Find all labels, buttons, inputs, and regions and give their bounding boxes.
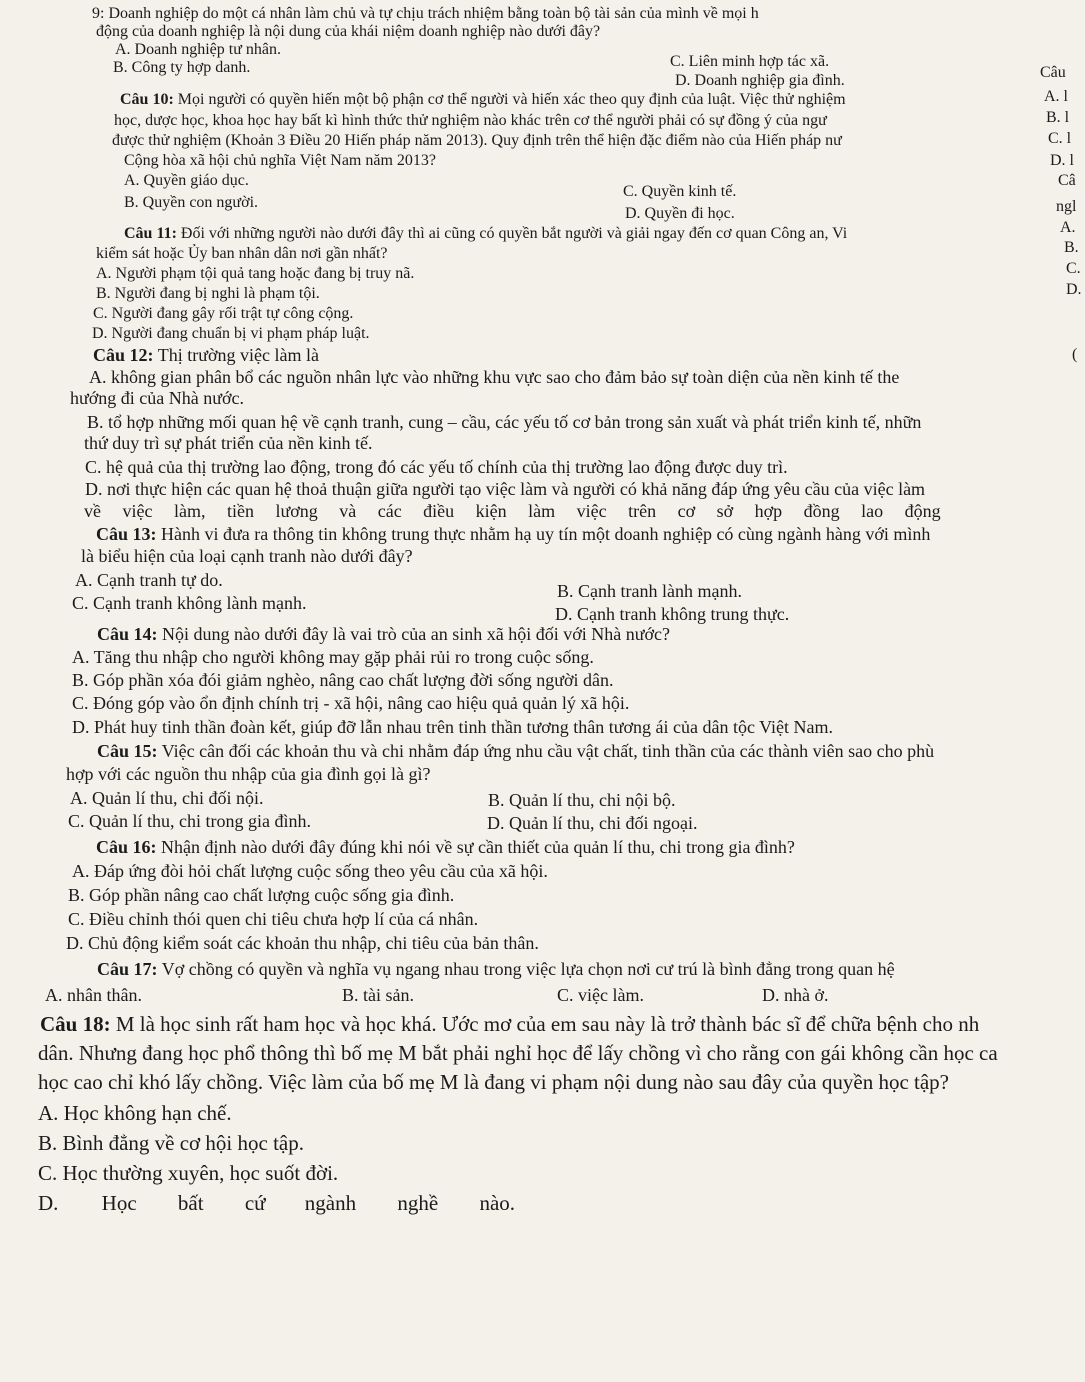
q18-option-c: C. Học thường xuyên, học suốt đời. <box>38 1161 339 1185</box>
q9-option-d: D. Doanh nghiệp gia đình. <box>675 72 845 89</box>
q17-option-c: C. việc làm. <box>557 985 644 1005</box>
q18-line-1 <box>40 1014 979 1035</box>
q13-line-1 <box>96 525 930 543</box>
q17-option-b: B. tài sản. <box>342 985 414 1005</box>
q18-d-word: cứ <box>244 1191 266 1215</box>
q13-label: Câu 13: <box>96 524 157 544</box>
q15-option-a: A. Quản lí thu, chi đối nội. <box>70 788 264 808</box>
q10-label: Câu 10: <box>120 91 174 108</box>
q14-option-d: D. Phát huy tinh thần đoàn kết, giúp đỡ lẫn nhau trên tinh thần tương thân tương ái của dân tộc Việt Nam. <box>72 717 834 737</box>
q18-d-word: nào. <box>479 1191 516 1215</box>
q10-text-1: Mọi người có quyền hiến một bộ phận cơ thể người và hiến xác theo quy định của luật. Việc thử nghiệm <box>177 91 846 108</box>
q17-stem <box>97 960 895 978</box>
q13-line-2: là biểu hiện của loại cạnh tranh nào dưới đây? <box>81 546 413 566</box>
q12-stem <box>93 346 319 364</box>
q12-option-b-line-1: B. tổ hợp những mối quan hệ về cạnh tranh, cung – cầu, các yếu tố cơ bản trong sản xuất và phát triển kinh tế, nhữn <box>87 412 922 432</box>
q14-label: Câu 14: <box>97 624 158 644</box>
q10-line-1 <box>120 92 846 108</box>
q14-option-b: B. Góp phần xóa đói giảm nghèo, nâng cao chất lượng đời sống người dân. <box>72 670 614 690</box>
q12-option-a-line-1: A. không gian phân bổ các nguồn nhân lực vào những khu vực sao cho đảm bảo sự toàn diện của nền kinh tế the <box>89 367 900 387</box>
q10-line-3: được thử nghiệm (Khoản 3 Điều 20 Hiến pháp năm 2013). Quy định trên thể hiện đặc điểm nào của Hiến pháp nư <box>112 132 842 149</box>
q18-label: Câu 18: <box>40 1012 111 1036</box>
q17-option-a-text: A. nhân thân. <box>45 985 142 1005</box>
q12-option-c: C. hệ quả của thị trường lao động, trong đó các yếu tố chính của thị trường lao động được duy trì. <box>85 457 788 477</box>
q15-option-c: C. Quản lí thu, chi trong gia đình. <box>68 811 311 831</box>
q15-line-2: hợp với các nguồn thu nhập của gia đình gọi là gì? <box>66 764 431 784</box>
q9-option-a: A. Doanh nghiệp tư nhân. <box>115 41 281 58</box>
margin-fragment: A. l <box>1044 88 1068 105</box>
q12-stem-text: Thị trường việc làm là <box>157 345 319 365</box>
q16-option-d: D. Chủ động kiểm soát các khoản thu nhập, chi tiêu của bản thân. <box>66 933 539 953</box>
q13-option-c: C. Cạnh tranh không lành mạnh. <box>72 593 307 613</box>
q10-option-b: B. Quyền con người. <box>124 194 259 211</box>
q13-option-d: D. Cạnh tranh không trung thực. <box>555 604 790 624</box>
q18-option-b: B. Bình đẳng về cơ hội học tập. <box>38 1131 304 1155</box>
q12-option-b-line-2: thứ duy trì sự phát triển của nền kinh tế. <box>84 433 373 453</box>
margin-fragment: ngl <box>1056 198 1077 215</box>
q16-option-c: C. Điều chỉnh thói quen chi tiêu chưa hợp lí của cá nhân. <box>68 909 479 929</box>
q15-text-1: Việc cân đối các khoản thu và chi nhằm đáp ứng nhu cầu vật chất, tinh thần của các thành viên sao cho phù <box>161 741 935 761</box>
q18-line-3: học cao chỉ khó lấy chồng. Việc làm của bố mẹ M là đang vi phạm nội dung nào sau đây của quyền học tập? <box>38 1070 949 1094</box>
q12-option-d-line-1: D. nơi thực hiện các quan hệ thoả thuận giữa người tạo việc làm và người có khả năng đáp ứng yêu cầu của việc làm <box>85 479 926 499</box>
q18-d-word: ngành <box>304 1191 357 1215</box>
q18-option-d <box>38 1193 515 1214</box>
margin-fragment: B. l <box>1046 109 1070 126</box>
margin-fragment: ( <box>1072 346 1078 363</box>
margin-fragment: C. <box>1066 260 1081 277</box>
q14-stem <box>97 625 670 643</box>
q12-option-d-line-2: về việc làm, tiền lương và các điều kiện làm việc trên cơ sở hợp đồng lao động <box>84 501 941 521</box>
q10-option-c: C. Quyền kinh tế. <box>623 183 737 200</box>
q18-line-2: dân. Nhưng đang học phổ thông thì bố mẹ M bắt phải nghỉ học để lấy chồng vì cho rằng con gái không cần học ca <box>38 1041 998 1065</box>
q17-option-a <box>45 986 142 1004</box>
q16-stem-text: Nhận định nào dưới đây đúng khi nói về sự cần thiết của quản lí thu, chi trong gia đình? <box>161 837 795 857</box>
q14-option-a: A. Tăng thu nhập cho người không may gặp phải rủi ro trong cuộc sống. <box>72 647 594 667</box>
margin-fragment: D. l <box>1050 152 1074 169</box>
margin-fragment: A. <box>1060 219 1076 236</box>
margin-fragment: C. l <box>1048 130 1072 147</box>
q12-label: Câu 12: <box>93 345 154 365</box>
q10-line-2: học, dược học, khoa học hay bất kì hình thức thử nghiệm nào khác trên cơ thể người phải có sự đồng ý của ngư <box>114 112 827 129</box>
q11-line-2: kiểm sát hoặc Ủy ban nhân dân nơi gần nhất? <box>96 245 388 262</box>
q11-text-1: Đối với những người nào dưới đây thì ai cũng có quyền bắt người và giải ngay đến cơ quan Công an, Vi <box>180 225 848 242</box>
q12-option-a-line-2: hướng đi của Nhà nước. <box>70 388 245 408</box>
q18-d-word: bất <box>177 1191 204 1215</box>
q18-d-word: D. <box>38 1191 59 1215</box>
q13-text-1: Hành vi đưa ra thông tin không trung thực nhằm hạ uy tín một doanh nghiệp có cùng ngành hàng với mình <box>161 524 931 544</box>
q10-option-d: D. Quyền đi học. <box>625 205 735 222</box>
q14-option-c: C. Đóng góp vào ổn định chính trị - xã hội, nâng cao hiệu quả quản lý xã hội. <box>72 693 630 713</box>
q13-option-a: A. Cạnh tranh tự do. <box>75 570 223 590</box>
q11-option-c: C. Người đang gây rối trật tự công cộng. <box>93 305 354 322</box>
margin-fragment: Câ <box>1058 172 1076 189</box>
margin-fragment: D. <box>1066 281 1082 298</box>
q18-option-a: A. Học không hạn chế. <box>38 1101 232 1125</box>
q16-label: Câu 16: <box>96 837 157 857</box>
q14-stem-text: Nội dung nào dưới đây là vai trò của an sinh xã hội đối với Nhà nước? <box>162 624 670 644</box>
margin-fragment: Câu <box>1040 64 1066 81</box>
q10-option-a: A. Quyền giáo dục. <box>124 172 249 189</box>
q9-line-2: động của doanh nghiệp là nội dung của khái niệm doanh nghiệp nào dưới đây? <box>96 23 601 40</box>
q15-option-d: D. Quản lí thu, chi đối ngoại. <box>487 813 698 833</box>
margin-fragment: B. <box>1064 239 1079 256</box>
q11-option-d: D. Người đang chuẩn bị vi phạm pháp luật. <box>92 325 370 342</box>
q11-line-1 <box>124 226 847 242</box>
q9-line-1: 9: Doanh nghiệp do một cá nhân làm chủ và tự chịu trách nhiệm bằng toàn bộ tài sản của mình về mọi h <box>92 5 759 22</box>
q17-stem-text: Vợ chồng có quyền và nghĩa vụ ngang nhau trong việc lựa chọn nơi cư trú là bình đẳng trong quan hệ <box>161 959 895 979</box>
q17-label: Câu 17: <box>97 959 158 979</box>
q9-option-b: B. Công ty hợp danh. <box>113 59 251 76</box>
q10-line-4: Cộng hòa xã hội chủ nghĩa Việt Nam năm 2013? <box>124 152 437 169</box>
q18-text-1: M là học sinh rất ham học và học khá. Ước mơ của em sau này là trở thành bác sĩ để chữa bệnh cho nh <box>115 1012 980 1036</box>
q11-label: Câu 11: <box>124 225 177 242</box>
q13-option-b: B. Cạnh tranh lành mạnh. <box>557 581 742 601</box>
q11-option-a: A. Người phạm tội quả tang hoặc đang bị truy nã. <box>96 265 415 282</box>
q11-option-b: B. Người đang bị nghi là phạm tội. <box>96 285 320 302</box>
q17-option-d: D. nhà ở. <box>762 985 829 1005</box>
q15-line-1 <box>97 742 934 760</box>
q15-label: Câu 15: <box>97 741 158 761</box>
q18-d-word: Học <box>101 1191 137 1215</box>
q18-d-word: nghề <box>397 1191 439 1215</box>
q16-option-b: B. Góp phần nâng cao chất lượng cuộc sống gia đình. <box>68 885 455 905</box>
q16-option-a: A. Đáp ứng đòi hỏi chất lượng cuộc sống theo yêu cầu của xã hội. <box>72 861 548 881</box>
q9-option-c: C. Liên minh hợp tác xã. <box>670 53 830 70</box>
q16-stem <box>96 838 795 856</box>
q15-option-b: B. Quản lí thu, chi nội bộ. <box>488 790 676 810</box>
